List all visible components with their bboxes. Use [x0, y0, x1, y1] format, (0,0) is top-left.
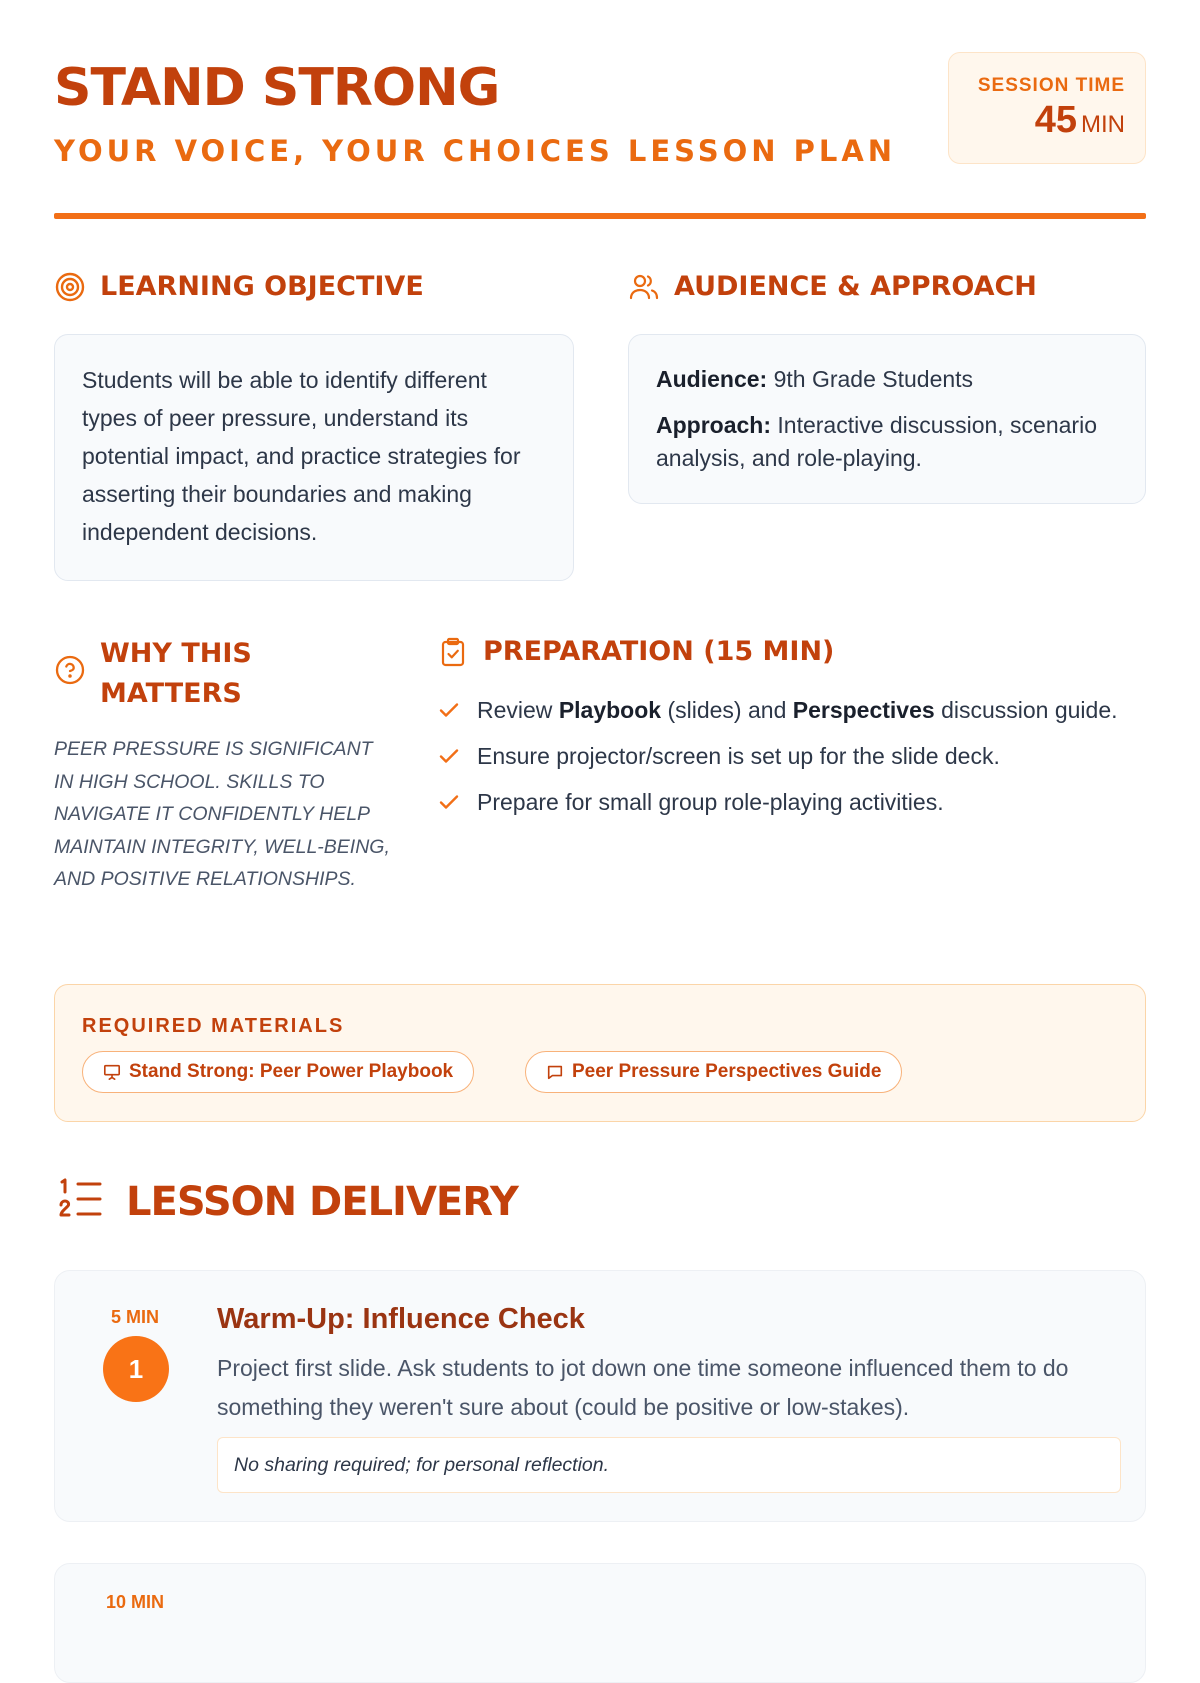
message-square-icon: [546, 1063, 564, 1081]
preparation-section-header: [437, 632, 834, 671]
prep-text-c: (slides) and: [661, 697, 793, 723]
why-heading-line2: MATTERS: [100, 678, 242, 709]
session-time-label: SESSION TIME: [977, 75, 1125, 96]
required-materials-panel: [54, 984, 1146, 1122]
material-pill-guide[interactable]: [525, 1051, 902, 1093]
audience-label: Audience:: [656, 366, 768, 392]
step-number-badge: 1: [103, 1336, 169, 1402]
target-icon: [54, 271, 86, 303]
check-icon: [437, 744, 461, 768]
lesson-step-card: [54, 1563, 1146, 1683]
objective-text: Students will be able to identify different types of peer pressure, understand its potential impact, and practice strategies for asserting their boundaries and making independent decisions.: [82, 367, 521, 545]
approach-line: [656, 409, 1119, 475]
page-title: STAND STRONG: [54, 58, 500, 118]
session-time-unit: MIN: [1081, 111, 1125, 138]
why-heading: [100, 634, 252, 714]
approach-value: Interactive discussion, scenario analysis, and role-playing.: [656, 412, 1097, 471]
delivery-section-header: [58, 1177, 518, 1226]
objective-card: [54, 334, 574, 581]
presentation-icon: [103, 1063, 121, 1081]
checklist-item-text: Prepare for small group role-playing activities.: [477, 789, 944, 815]
checklist-item-text: [477, 694, 1118, 727]
checklist-item-text: Ensure projector/screen is set up for the slide deck.: [477, 743, 1000, 769]
material-label: Peer Pressure Perspectives Guide: [572, 1061, 882, 1082]
audience-card: [628, 334, 1146, 504]
preparation-heading: PREPARATION (15 MIN): [483, 636, 835, 667]
delivery-heading: LESSON DELIVERY: [126, 1178, 518, 1225]
step-note: No sharing required; for personal reflection.: [217, 1437, 1121, 1493]
page-header: [54, 52, 1146, 222]
why-heading-line1: WHY THIS: [100, 638, 252, 669]
objective-section-header: [54, 267, 424, 306]
page-subtitle: YOUR VOICE, YOUR CHOICES LESSON PLAN: [54, 134, 897, 168]
audience-line: [656, 363, 1119, 396]
session-time-value: [949, 99, 1125, 142]
preparation-checklist: [437, 694, 1137, 832]
why-section-header: [54, 634, 252, 714]
prep-perspectives: Perspectives: [792, 697, 935, 723]
lesson-step-card: [54, 1270, 1146, 1522]
objective-heading: LEARNING OBJECTIVE: [100, 271, 424, 302]
audience-value: 9th Grade Students: [773, 366, 974, 392]
step-description: Project first slide. Ask students to jot down one time someone influenced them to do something they weren't sure about (could be positive or low-stakes).: [217, 1355, 1069, 1420]
checklist-item: [437, 740, 1137, 773]
material-pill-playbook[interactable]: [82, 1051, 474, 1093]
checklist-item: [437, 694, 1137, 727]
step-title: Warm-Up: Influence Check: [217, 1303, 585, 1335]
checklist-item: [437, 786, 1137, 819]
audience-section-header: [628, 267, 1037, 306]
list-ordered-icon: [58, 1177, 104, 1226]
prep-text-a: Review: [477, 697, 559, 723]
users-icon: [628, 271, 660, 303]
check-icon: [437, 698, 461, 722]
approach-label: Approach:: [656, 412, 771, 438]
header-divider: [54, 213, 1146, 219]
material-label: Stand Strong: Peer Power Playbook: [129, 1061, 454, 1082]
why-text: PEER PRESSURE IS SIGNIFICANT IN HIGH SCHOOL. SKILLS TO NAVIGATE IT CONFIDENTLY HELP MAINTAIN INTEGRITY, WELL-BEING, AND POSITIVE RELATIONSHIPS.: [54, 738, 390, 890]
step-time: 5 MIN: [110, 1307, 159, 1327]
prep-playbook: Playbook: [558, 697, 662, 723]
session-time-number: 45: [1034, 99, 1077, 141]
audience-heading: AUDIENCE & APPROACH: [674, 271, 1037, 302]
clipboard-check-icon: [437, 636, 469, 668]
step-time: 10 MIN: [105, 1592, 165, 1612]
check-icon: [437, 790, 461, 814]
help-circle-icon: [54, 654, 86, 686]
materials-label: REQUIRED MATERIALS: [82, 1015, 345, 1037]
prep-text-e: discussion guide.: [934, 697, 1118, 723]
session-time-badge: [948, 52, 1146, 164]
